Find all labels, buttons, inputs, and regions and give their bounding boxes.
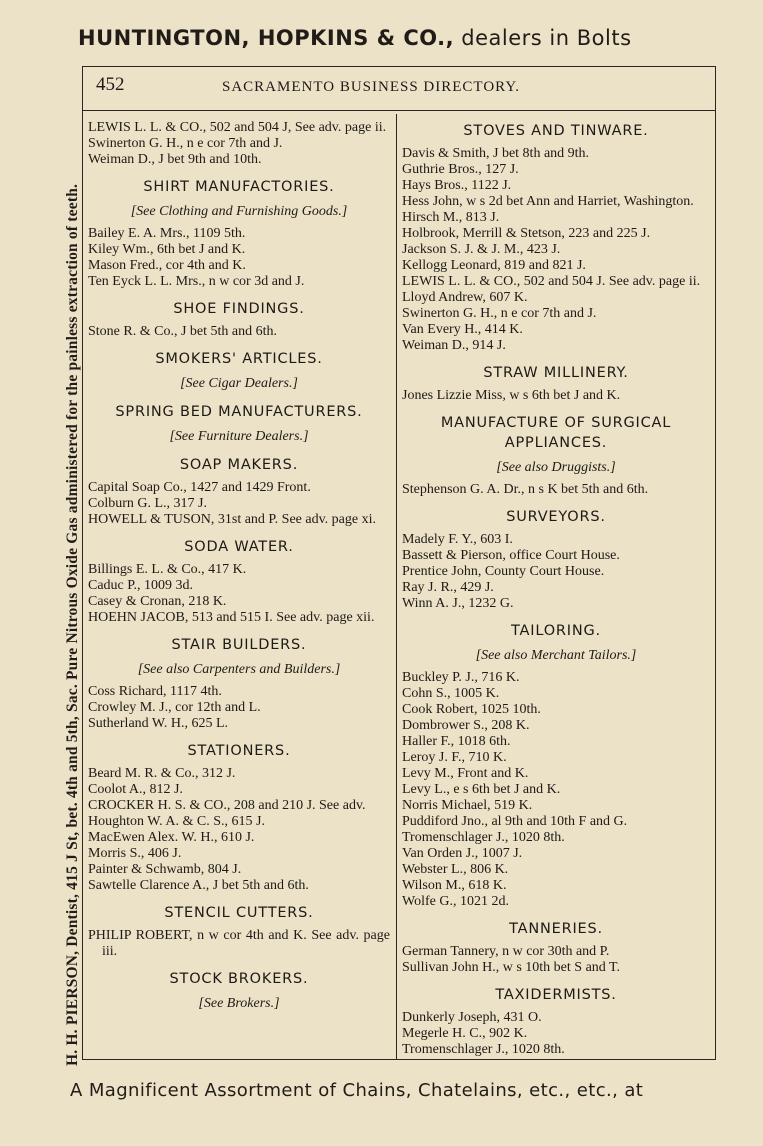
directory-entry: Ray J. R., 429 J. (402, 580, 494, 595)
directory-entry: Tromenschlager J., 1020 8th. (402, 830, 565, 845)
directory-entry: CROCKER H. S. & CO., 208 and 210 J. See adv. (88, 798, 366, 813)
directory-entry: HOWELL & TUSON, 31st and P. See adv. page xi. (88, 512, 376, 527)
cross-reference: [See Brokers.] (198, 996, 280, 1011)
bottom-advertisement-banner: A Magnificent Assortment of Chains, Chatelains, etc., etc., at (70, 1080, 644, 1101)
section-heading: SPRING BED MANUFACTURERS. (115, 404, 363, 420)
directory-entry: Cook Robert, 1025 10th. (402, 702, 541, 717)
directory-entry: Ten Eyck L. L. Mrs., n w cor 3d and J. (88, 274, 305, 289)
directory-entry: Jackson S. J. & J. M., 423 J. (402, 242, 561, 257)
directory-entry: Swinerton G. H., n e cor 7th and J. (402, 306, 597, 321)
directory-entry: Megerle H. C., 902 K. (402, 1026, 528, 1041)
section-heading: STOCK BROKERS. (169, 971, 309, 987)
directory-entry: Weiman D., J bet 9th and 10th. (88, 152, 262, 167)
directory-entry: Kiley Wm., 6th bet J and K. (88, 242, 246, 257)
directory-entry: LEWIS L. L. & CO., 502 and 504 J. See adv. page ii. (402, 274, 701, 289)
page-header (82, 70, 716, 110)
directory-entry: Weiman D., 914 J. (402, 338, 506, 353)
directory-entry: Coss Richard, 1117 4th. (88, 684, 222, 699)
directory-entry: Bassett & Pierson, office Court House. (402, 548, 620, 563)
directory-entry: Van Orden J., 1007 J. (402, 846, 523, 861)
directory-entry: Puddiford Jno., al 9th and 10th F and G. (402, 814, 628, 829)
directory-entry: Capital Soap Co., 1427 and 1429 Front. (88, 480, 311, 495)
cross-reference: [See also Carpenters and Builders.] (137, 662, 341, 677)
directory-entry: Wolfe G., 1021 2d. (402, 894, 509, 909)
directory-entry: Sawtelle Clarence A., J bet 5th and 6th. (88, 878, 309, 893)
directory-entry: Guthrie Bros., 127 J. (402, 162, 519, 177)
column-divider (396, 114, 397, 1060)
cross-reference: [See Clothing and Furnishing Goods.] (130, 204, 348, 219)
directory-entry: Swinerton G. H., n e cor 7th and J. (88, 136, 283, 151)
directory-entry: Sutherland W. H., 625 L. (88, 716, 228, 731)
section-heading: SOAP MAKERS. (179, 457, 299, 473)
section-heading: STRAW MILLINERY. (483, 365, 629, 381)
section-heading: TAILORING. (511, 623, 601, 639)
section-heading: STATIONERS. (187, 743, 291, 759)
directory-entry: Hirsch M., 813 J. (402, 210, 500, 225)
directory-entry: Lloyd Andrew, 607 K. (402, 290, 528, 305)
directory-entry: Morris S., 406 J. (88, 846, 182, 861)
section-heading: SURVEYORS. (506, 509, 606, 525)
section-heading: SHOE FINDINGS. (173, 301, 305, 317)
section-heading: SHIRT MANUFACTORIES. (143, 179, 335, 195)
top-banner-trade: dealers in Bolts (454, 26, 632, 50)
top-banner-company: HUNTINGTON, HOPKINS & CO., (78, 26, 455, 50)
directory-entry: Hays Bros., 1122 J. (402, 178, 512, 193)
directory-entry: German Tannery, n w cor 30th and P. (402, 944, 610, 959)
directory-entry: Coolot A., 812 J. (88, 782, 183, 797)
section-heading: TAXIDERMISTS. (495, 987, 617, 1003)
directory-entry: MacEwen Alex. W. H., 610 J. (88, 830, 255, 845)
directory-entry: Hess John, w s 2d bet Ann and Harriet, Washington. (402, 194, 694, 209)
directory-entry: Crowley M. J., cor 12th and L. (88, 700, 261, 715)
directory-entry: Levy M., Front and K. (402, 766, 529, 781)
directory-entry: Colburn G. L., 317 J. (88, 496, 207, 511)
cross-reference: [See also Druggists.] (496, 460, 616, 475)
directory-entry: Stone R. & Co., J bet 5th and 6th. (88, 324, 277, 339)
section-heading: TANNERIES. (509, 921, 603, 937)
directory-entry: Dombrower S., 208 K. (402, 718, 530, 733)
directory-entry: PHILIP ROBERT, n w cor 4th and K. See adv. page iii. (88, 928, 390, 959)
directory-entry: Beard M. R. & Co., 312 J. (88, 766, 236, 781)
section-heading: STAIR BUILDERS. (171, 637, 307, 653)
section-heading: SMOKERS' ARTICLES. (155, 351, 323, 367)
header-rule (82, 110, 716, 111)
directory-entry: Buckley P. J., 716 K. (402, 670, 520, 685)
directory-entry: Norris Michael, 519 K. (402, 798, 533, 813)
directory-entry: HOEHN JACOB, 513 and 515 I. See adv. page xii. (88, 610, 375, 625)
right-column (402, 120, 710, 1058)
directory-entry: Davis & Smith, J bet 8th and 9th. (402, 146, 590, 161)
directory-entry: Caduc P., 1009 3d. (88, 578, 193, 593)
top-advertisement-banner (78, 26, 738, 62)
left-column (88, 120, 390, 1018)
directory-entry: Painter & Schwamb, 804 J. (88, 862, 242, 877)
directory-entry: Haller F., 1018 6th. (402, 734, 511, 749)
directory-entry: Prentice John, County Court House. (402, 564, 605, 579)
section-heading: MANUFACTURE OF SURGICAL APPLIANCES. (440, 415, 672, 451)
directory-entry: Jones Lizzie Miss, w s 6th bet J and K. (402, 388, 621, 403)
directory-entry: Mason Fred., cor 4th and K. (88, 258, 246, 273)
section-heading: SODA WATER. (184, 539, 294, 555)
directory-entry: Levy L., e s 6th bet J and K. (402, 782, 561, 797)
cross-reference: [See Furniture Dealers.] (169, 429, 309, 444)
directory-entry: Wilson M., 618 K. (402, 878, 507, 893)
directory-entry: Tromenschlager J., 1020 8th. (402, 1042, 565, 1057)
section-heading: STOVES AND TINWARE. (463, 123, 649, 139)
page-number: 452 (96, 74, 125, 95)
directory-entry: Cohn S., 1005 K. (402, 686, 500, 701)
directory-entry: Leroy J. F., 710 K. (402, 750, 507, 765)
directory-entry: Winn A. J., 1232 G. (402, 596, 514, 611)
directory-entry: Madely F. Y., 603 I. (402, 532, 513, 547)
directory-entry: Sullivan John H., w s 10th bet S and T. (402, 960, 621, 975)
directory-entry: Billings E. L. & Co., 417 K. (88, 562, 247, 577)
directory-entry: Houghton W. A. & C. S., 615 J. (88, 814, 265, 829)
directory-entry: Webster L., 806 K. (402, 862, 509, 877)
directory-entry: Kellogg Leonard, 819 and 821 J. (402, 258, 586, 273)
directory-entry: LEWIS L. L. & CO., 502 and 504 J, See adv. page ii. (88, 120, 387, 135)
directory-entry: Van Every H., 414 K. (402, 322, 523, 337)
section-heading: STENCIL CUTTERS. (164, 905, 314, 921)
cross-reference: [See also Merchant Tailors.] (475, 648, 637, 663)
cross-reference: [See Cigar Dealers.] (180, 376, 298, 391)
directory-entry: Dunkerly Joseph, 431 O. (402, 1010, 542, 1025)
directory-entry: Casey & Cronan, 218 K. (88, 594, 227, 609)
directory-entry: Stephenson G. A. Dr., n s K bet 5th and 6th. (402, 482, 649, 497)
directory-title: SACRAMENTO BUSINESS DIRECTORY. (222, 79, 520, 95)
directory-entry: Bailey E. A. Mrs., 1109 5th. (88, 226, 246, 241)
directory-entry: Holbrook, Merrill & Stetson, 223 and 225 J. (402, 226, 651, 241)
side-advertisement: H. H. PIERSON, Dentist, 415 J St, bet. 4th and 5th, Sac. Pure Nitrous Oxide Gas administered for the painless extraction of teeth. (64, 183, 81, 1066)
